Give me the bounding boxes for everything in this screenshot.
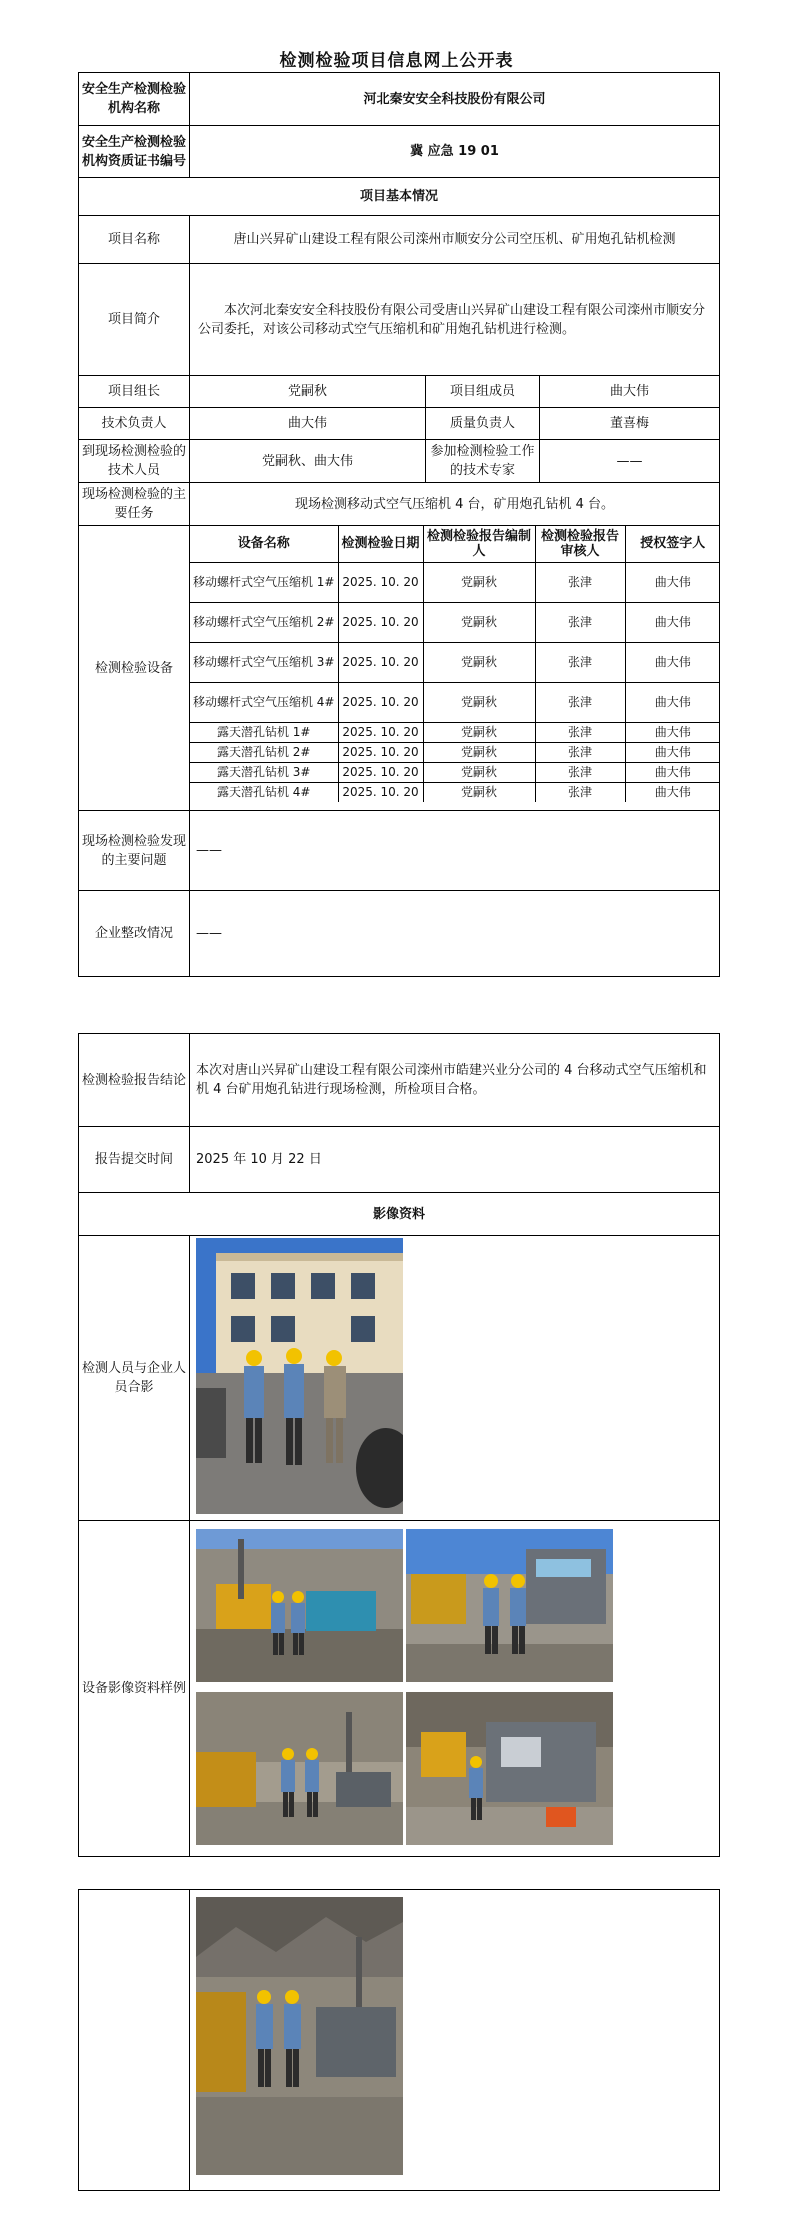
- equipment-row: [190, 682, 720, 722]
- equipment-date: 2025. 10. 20: [338, 782, 423, 802]
- equipment-date: 2025. 10. 20: [338, 682, 423, 722]
- equipment-signer: 曲大伟: [625, 642, 720, 682]
- equipment-date: 2025. 10. 20: [338, 562, 423, 602]
- cert-label: 安全生产检测检验机构资质证书编号: [79, 126, 190, 178]
- equipment-signer: 曲大伟: [625, 722, 720, 742]
- equipment-date: 2025. 10. 20: [338, 742, 423, 762]
- equipment-reviewer: 张津: [535, 762, 625, 782]
- group-photo-label: 检测人员与企业人员合影: [79, 1236, 190, 1521]
- equipment-name: 移动螺杆式空气压缩机 4#: [190, 682, 338, 722]
- equipment-header: 检测检验日期: [338, 526, 423, 562]
- rectify-value: ——: [190, 891, 720, 977]
- leader: 党嗣秋: [190, 376, 426, 408]
- onsite: 党嗣秋、曲大伟: [190, 440, 426, 483]
- equipment-header: 设备名称: [190, 526, 338, 562]
- equipment-reviewer: 张津: [535, 682, 625, 722]
- equipment-table: [190, 526, 720, 802]
- equipment-signer: 曲大伟: [625, 562, 720, 602]
- equipment-row: [190, 602, 720, 642]
- org-name: 河北秦安安全科技股份有限公司: [190, 73, 720, 126]
- onsite-label: 到现场检测检验的技术人员: [79, 440, 190, 483]
- equipment-header: 检测检验报告编制人: [423, 526, 535, 562]
- task-value: 现场检测移动式空气压缩机 4 台，矿用炮孔钻机 4 台。: [190, 483, 720, 526]
- submit-value: 2025 年 10 月 22 日: [190, 1127, 720, 1193]
- quality-label: 质量负责人: [426, 408, 540, 440]
- equipment-signer: 曲大伟: [625, 602, 720, 642]
- equipment-compiler: 党嗣秋: [423, 782, 535, 802]
- group-photo: [196, 1238, 403, 1514]
- equipment-compiler: 党嗣秋: [423, 722, 535, 742]
- tech: 曲大伟: [190, 408, 426, 440]
- member: 曲大伟: [540, 376, 720, 408]
- equipment-signer: 曲大伟: [625, 782, 720, 802]
- equipment-reviewer: 张津: [535, 742, 625, 762]
- equipment-row: [190, 562, 720, 602]
- equipment-reviewer: 张津: [535, 642, 625, 682]
- task-label: 现场检测检验的主要任务: [79, 483, 190, 526]
- equipment-date: 2025. 10. 20: [338, 722, 423, 742]
- equipment-signer: 曲大伟: [625, 682, 720, 722]
- equipment-photo: [196, 1529, 403, 1682]
- quality: 董喜梅: [540, 408, 720, 440]
- member-label: 项目组成员: [426, 376, 540, 408]
- equipment-date: 2025. 10. 20: [338, 602, 423, 642]
- equipment-label: 检测检验设备: [79, 526, 190, 811]
- equipment-row: [190, 782, 720, 802]
- equipment-compiler: 党嗣秋: [423, 642, 535, 682]
- extra-site-photo: [196, 1897, 403, 2175]
- equipment-cell: [190, 526, 720, 811]
- extra-photo-label-cell: [79, 1890, 190, 2191]
- equipment-signer: 曲大伟: [625, 742, 720, 762]
- equipment-compiler: 党嗣秋: [423, 682, 535, 722]
- org-name-label: 安全生产检测检验机构名称: [79, 73, 190, 126]
- equipment-compiler: 党嗣秋: [423, 762, 535, 782]
- equipment-reviewer: 张津: [535, 562, 625, 602]
- tech-label: 技术负责人: [79, 408, 190, 440]
- equipment-reviewer: 张津: [535, 602, 625, 642]
- submit-label: 报告提交时间: [79, 1127, 190, 1193]
- equipment-signer: 曲大伟: [625, 762, 720, 782]
- leader-label: 项目组长: [79, 376, 190, 408]
- issues-label: 现场检测检验发现的主要问题: [79, 811, 190, 891]
- equipment-name: 露天潜孔钻机 2#: [190, 742, 338, 762]
- equipment-row: [190, 742, 720, 762]
- equipment-name: 移动螺杆式空气压缩机 2#: [190, 602, 338, 642]
- equipment-photo: [196, 1692, 403, 1845]
- cert-number: 冀 应急 19 01: [190, 126, 720, 178]
- info-table: [78, 72, 720, 977]
- equipment-compiler: 党嗣秋: [423, 602, 535, 642]
- equipment-row: [190, 722, 720, 742]
- equipment-name: 移动螺杆式空气压缩机 1#: [190, 562, 338, 602]
- page-title: 检测检验项目信息网上公开表: [279, 51, 514, 71]
- conclusion-value: 本次对唐山兴昇矿山建设工程有限公司滦州市皓建兴业分公司的 4 台移动式空气压缩机和机 4 台矿用炮孔钻进行现场检测，所检项目合格。: [190, 1034, 720, 1127]
- equipment-compiler: 党嗣秋: [423, 562, 535, 602]
- equipment-header: 检测检验报告审核人: [535, 526, 625, 562]
- equipment-photo: [406, 1692, 613, 1845]
- equipment-date: 2025. 10. 20: [338, 762, 423, 782]
- project-intro-label: 项目简介: [79, 264, 190, 376]
- equipment-header: 授权签字人: [625, 526, 720, 562]
- project-intro: 本次河北秦安安全科技股份有限公司受唐山兴昇矿山建设工程有限公司滦州市顺安分公司委托，对该公司移动式空气压缩机和矿用炮孔钻机进行检测。: [190, 264, 720, 376]
- equipment-name: 露天潜孔钻机 4#: [190, 782, 338, 802]
- media-section-heading: 影像资料: [79, 1193, 720, 1236]
- expert: ——: [540, 440, 720, 483]
- equipment-compiler: 党嗣秋: [423, 742, 535, 762]
- conclusion-label: 检测检验报告结论: [79, 1034, 190, 1127]
- rectify-label: 企业整改情况: [79, 891, 190, 977]
- equipment-row: [190, 762, 720, 782]
- equipment-name: 移动螺杆式空气压缩机 3#: [190, 642, 338, 682]
- issues-value: ——: [190, 811, 720, 891]
- equipment-photo: [406, 1529, 613, 1682]
- equipment-name: 露天潜孔钻机 1#: [190, 722, 338, 742]
- equipment-row: [190, 642, 720, 682]
- project-name: 唐山兴昇矿山建设工程有限公司滦州市顺安分公司空压机、矿用炮孔钻机检测: [190, 216, 720, 264]
- equipment-header-row: [190, 526, 720, 562]
- equipment-name: 露天潜孔钻机 3#: [190, 762, 338, 782]
- equipment-date: 2025. 10. 20: [338, 642, 423, 682]
- equipment-reviewer: 张津: [535, 782, 625, 802]
- equipment-reviewer: 张津: [535, 722, 625, 742]
- basic-section-heading: 项目基本情况: [79, 178, 720, 216]
- expert-label: 参加检测检验工作的技术专家: [426, 440, 540, 483]
- equipment-photo-label: 设备影像资料样例: [79, 1521, 190, 1857]
- project-name-label: 项目名称: [79, 216, 190, 264]
